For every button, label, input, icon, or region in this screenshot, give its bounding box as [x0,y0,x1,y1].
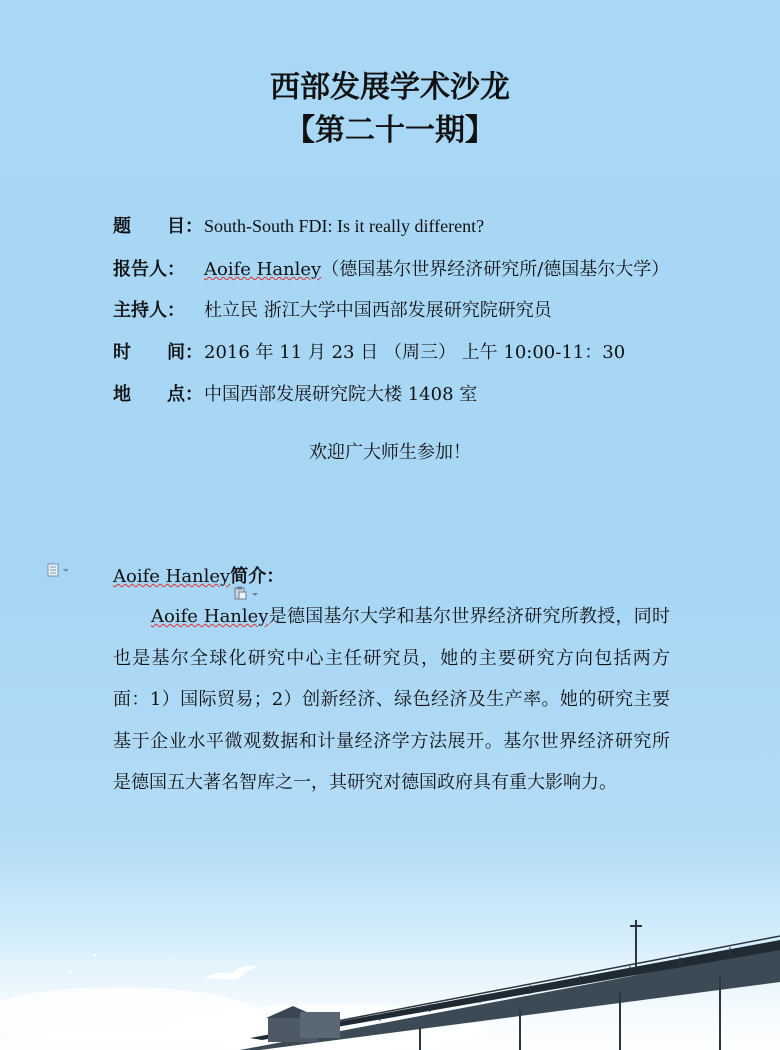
issue-number: 【第二十一期】 [285,113,495,148]
speaker-label: 报告人： [113,259,185,280]
info-host [113,296,552,322]
bio-name: Aoife Hanley [113,566,231,587]
info-time [113,338,625,364]
time-value: 2016 年 11 月 23 日 （周三） 上午 10:00-11：30 [204,342,626,363]
info-place [113,380,477,406]
bio-heading [113,562,284,588]
time-label: 时 间： [113,342,203,363]
info-speaker [113,255,669,281]
topic-value: South-South FDI: Is it really different? [204,216,485,236]
bio-heading-label: 简介： [230,566,285,587]
speaker-affiliation: （德国基尔世界经济研究所/德国基尔大学） [321,259,670,280]
host-value: 杜立民 浙江大学中国西部发展研究院研究员 [204,300,552,321]
place-value: 中国西部发展研究院大楼 1408 室 [204,384,478,405]
welcome-message: 欢迎广大师生参加！ [309,442,471,463]
info-topic [113,212,484,238]
bio-text: 是德国基尔大学和基尔世界经济研究所教授，同时也是基尔全球化研究中心主任研究员，她的主要研究方向包括两方面：1）国际贸易；2）创新经济、绿色经济及生产率。她的研究主要基于企业水平微观数据和计量经济学方法展开。基尔世界经济研究所是德国五大著名智库之一，其研究对德国政府具有重大影响力。 [113,606,670,793]
bio-paragraph [113,596,670,804]
topic-label: 题 目： [113,216,203,237]
host-label: 主持人： [113,300,185,321]
place-label: 地 点： [113,384,203,405]
pier-background-illustration [0,900,780,1050]
speaker-name: Aoife Hanley [204,259,322,280]
bio-name-inline: Aoife Hanley [151,606,269,627]
document-options-icon[interactable] [47,563,73,577]
page-title: 西部发展学术沙龙 [270,70,510,105]
